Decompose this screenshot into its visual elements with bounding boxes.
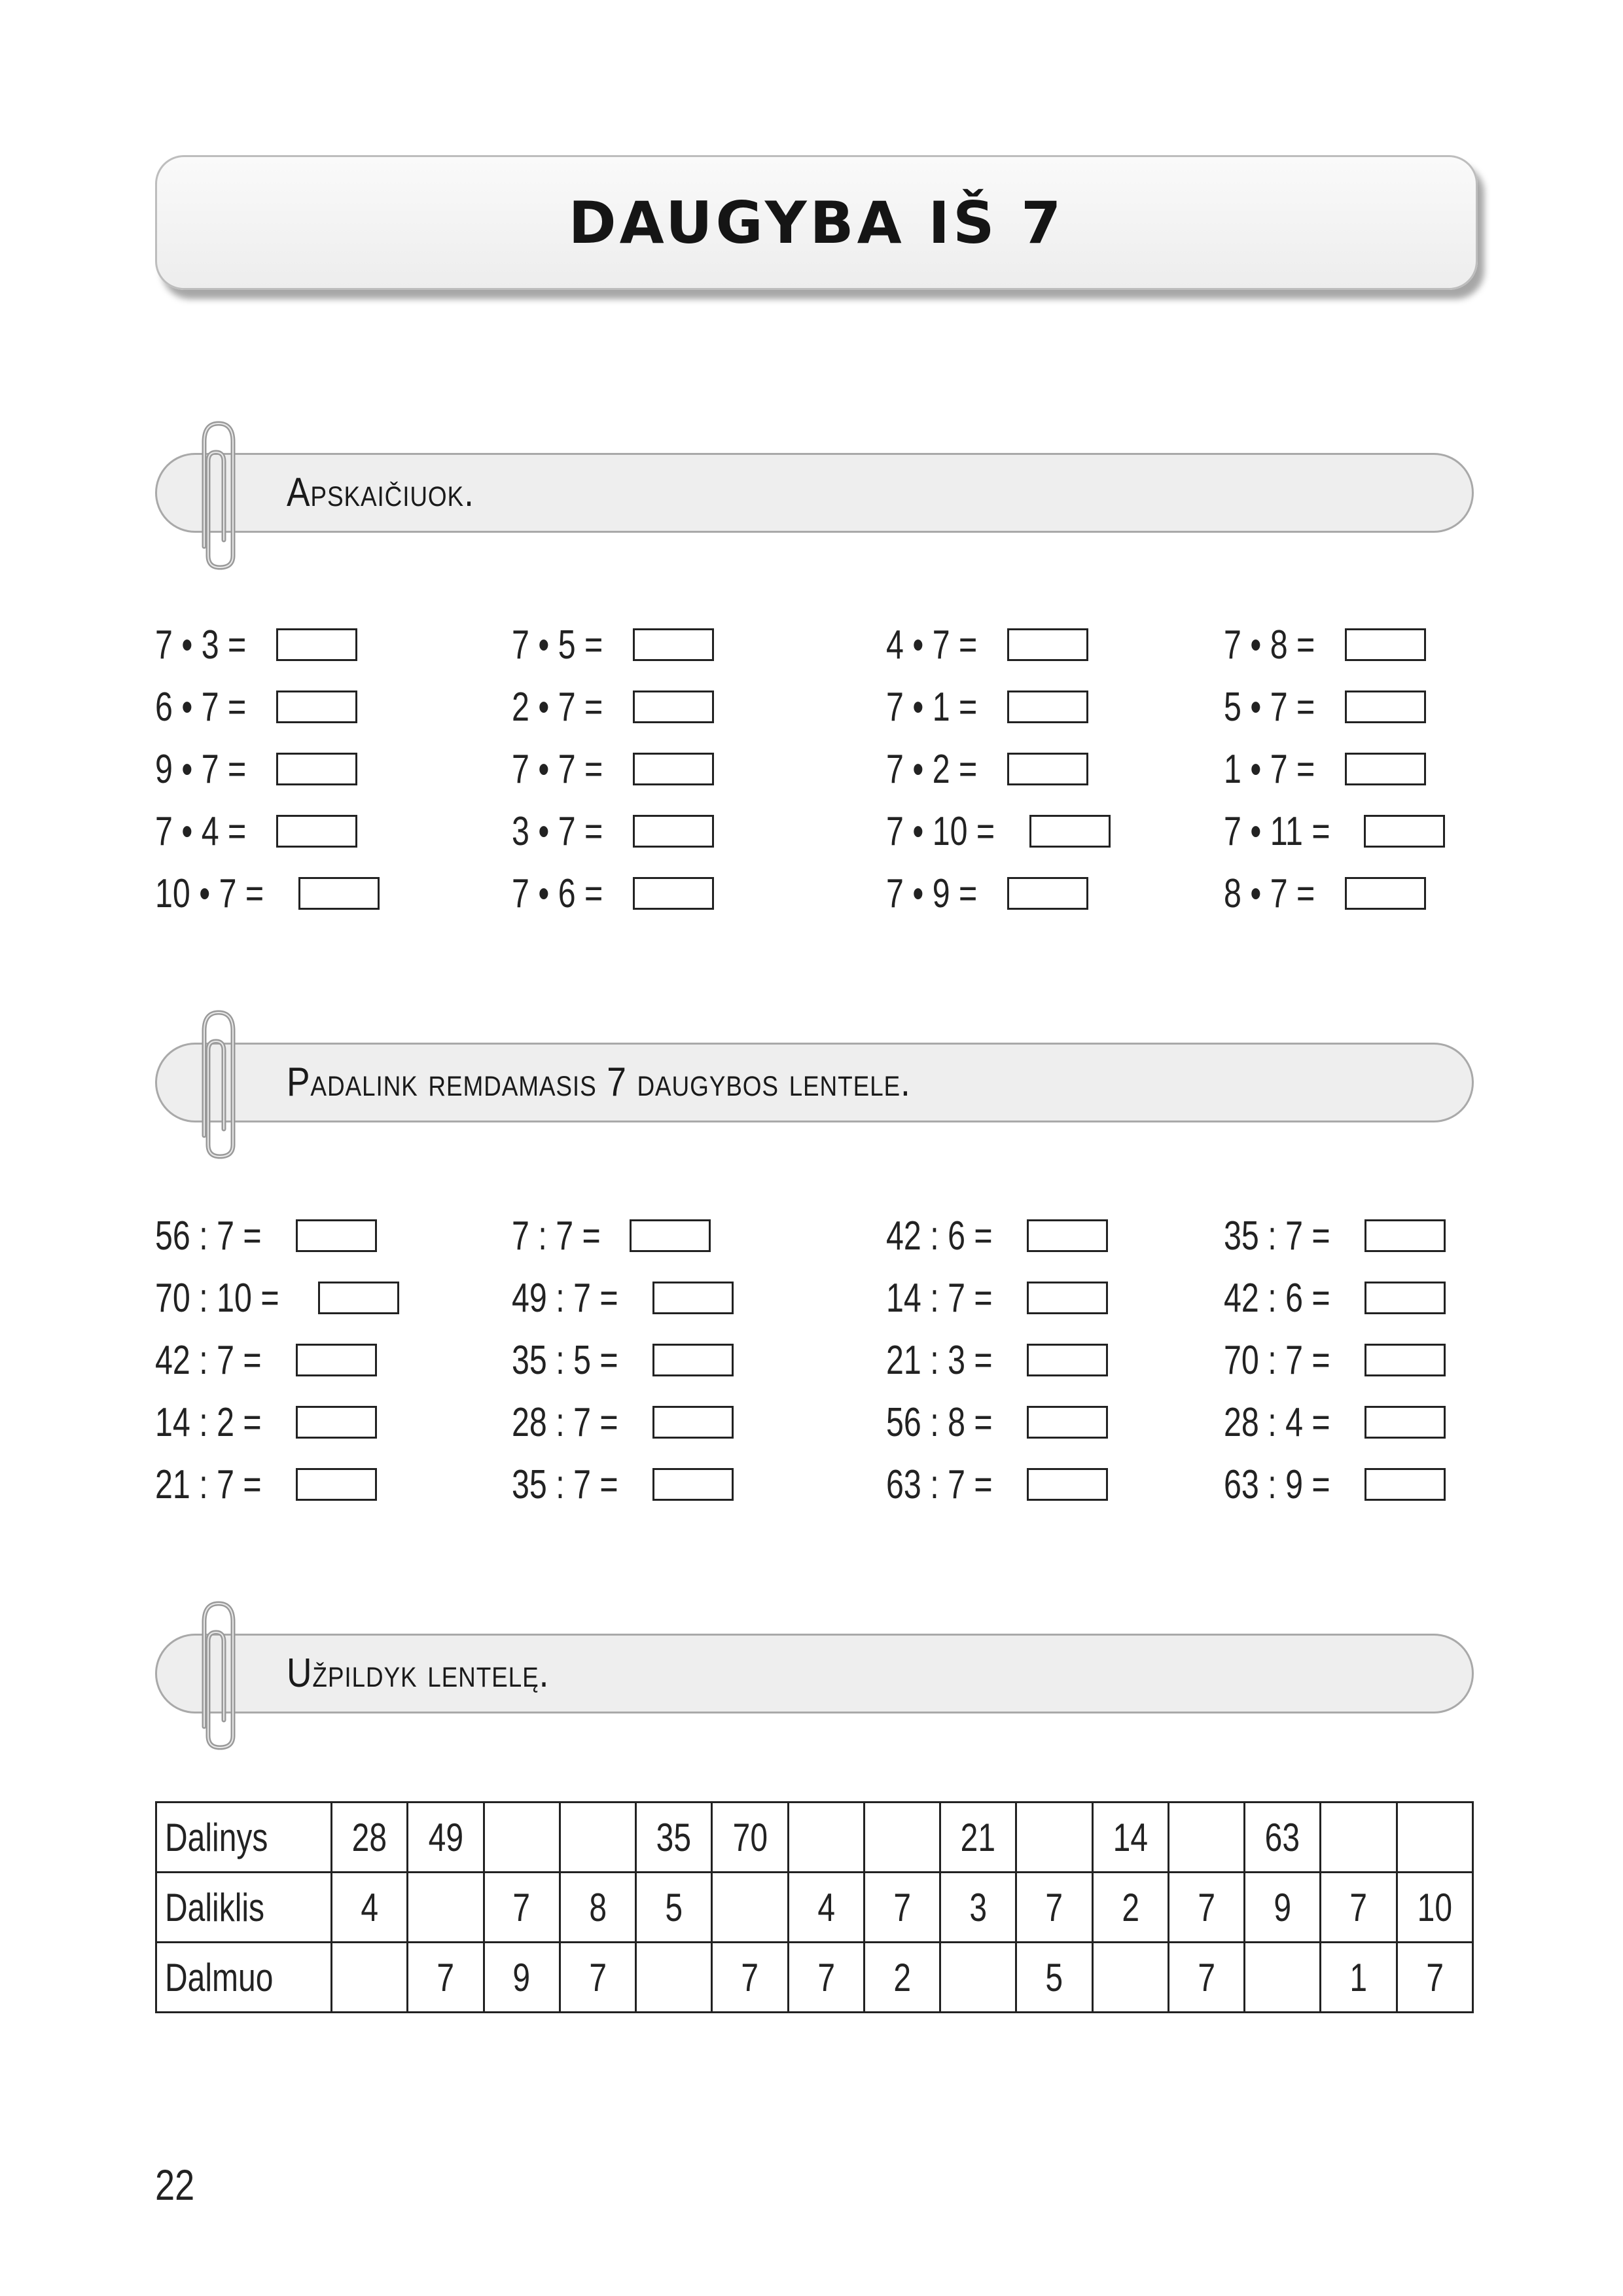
problem-expression: 63 : 9 = xyxy=(1224,1462,1330,1507)
problem-expression: 28 : 4 = xyxy=(1224,1399,1330,1445)
table-cell[interactable] xyxy=(940,1943,1016,2013)
table-cell xyxy=(1016,1943,1092,2013)
paperclip-icon xyxy=(195,416,241,573)
table-cell[interactable] xyxy=(1168,1803,1244,1873)
cell-value: 49 xyxy=(428,1815,463,1859)
problem-expression: 7 • 1 = xyxy=(886,684,978,730)
answer-box[interactable] xyxy=(296,1219,377,1252)
answer-box[interactable] xyxy=(276,628,357,661)
table-cell[interactable] xyxy=(864,1803,940,1873)
problem xyxy=(512,1458,734,1511)
table-cell xyxy=(1092,1873,1168,1943)
problem xyxy=(1224,1458,1446,1511)
table-cell xyxy=(560,1943,635,2013)
cell-value: 35 xyxy=(656,1815,692,1859)
problem-expression: 2 • 7 = xyxy=(512,684,603,730)
answer-box[interactable] xyxy=(630,1219,711,1252)
problem-expression: 14 : 7 = xyxy=(886,1275,993,1321)
table-cell[interactable] xyxy=(636,1943,712,2013)
cell-value: 7 xyxy=(1045,1885,1063,1929)
problem-expression: 6 • 7 = xyxy=(155,684,247,730)
problem-row xyxy=(155,619,1497,671)
section-label: Užpildyk lentelę. xyxy=(287,1651,550,1696)
table-cell xyxy=(712,1943,788,2013)
problem xyxy=(155,1458,377,1511)
row-header-label: Daliklis xyxy=(165,1885,265,1929)
table-cell xyxy=(940,1803,1016,1873)
problem-expression: 8 • 7 = xyxy=(1224,870,1315,916)
problem-row xyxy=(155,1334,1497,1386)
answer-box[interactable] xyxy=(652,1344,734,1376)
answer-box[interactable] xyxy=(1027,1219,1108,1252)
cell-value: 7 xyxy=(741,1955,759,2000)
cell-value: 7 xyxy=(1349,1885,1368,1929)
problem xyxy=(512,1272,734,1324)
problem xyxy=(886,1210,1108,1262)
problem-expression: 21 : 7 = xyxy=(155,1462,262,1507)
table-cell[interactable] xyxy=(408,1873,484,1943)
table-cell xyxy=(1245,1873,1321,1943)
paperclip-icon xyxy=(195,1005,241,1162)
cell-value: 7 xyxy=(893,1885,911,1929)
table-cell xyxy=(1168,1873,1244,1943)
cell-value: 5 xyxy=(665,1885,683,1929)
answer-box[interactable] xyxy=(1364,815,1445,848)
problem xyxy=(155,619,357,671)
answer-box[interactable] xyxy=(1007,691,1088,723)
problem-expression: 14 : 2 = xyxy=(155,1399,262,1445)
problem xyxy=(886,1458,1108,1511)
problem xyxy=(1224,681,1426,733)
problem xyxy=(1224,1272,1446,1324)
table-cell xyxy=(1321,1873,1397,1943)
problem-expression: 7 • 7 = xyxy=(512,746,603,792)
problem-expression: 42 : 7 = xyxy=(155,1337,262,1383)
answer-box[interactable] xyxy=(1027,1406,1108,1439)
problem-expression: 7 • 10 = xyxy=(886,808,995,854)
answer-box[interactable] xyxy=(633,753,714,785)
problem-expression: 4 • 7 = xyxy=(886,622,978,668)
problem-expression: 70 : 7 = xyxy=(1224,1337,1330,1383)
section-header-compute xyxy=(155,453,1474,533)
problem-expression: 3 • 7 = xyxy=(512,808,603,854)
section-label: Padalink remdamasis 7 daugybos lentele. xyxy=(287,1060,911,1105)
problem-expression: 7 • 2 = xyxy=(886,746,978,792)
row-header xyxy=(156,1873,332,1943)
problem xyxy=(886,619,1088,671)
problem xyxy=(155,1396,377,1448)
table-cell xyxy=(864,1943,940,2013)
problem-expression: 49 : 7 = xyxy=(512,1275,618,1321)
table-cell xyxy=(1321,1943,1397,2013)
problem xyxy=(155,867,380,920)
problem-expression: 28 : 7 = xyxy=(512,1399,618,1445)
row-header xyxy=(156,1803,332,1873)
problem xyxy=(155,743,357,795)
problem xyxy=(512,619,714,671)
cell-value: 7 xyxy=(589,1955,607,2000)
problem xyxy=(1224,867,1426,920)
problem-expression: 42 : 6 = xyxy=(886,1213,993,1259)
answer-box[interactable] xyxy=(1364,1344,1446,1376)
answer-box[interactable] xyxy=(276,691,357,723)
problem-expression: 9 • 7 = xyxy=(155,746,247,792)
answer-box[interactable] xyxy=(1007,628,1088,661)
problem xyxy=(155,805,357,857)
table-row xyxy=(156,1803,1473,1873)
answer-box[interactable] xyxy=(276,753,357,785)
title-banner xyxy=(155,155,1478,290)
problem xyxy=(512,805,714,857)
section-label: Apskaičiuok. xyxy=(287,470,474,515)
answer-box[interactable] xyxy=(633,815,714,848)
problem-row xyxy=(155,805,1497,857)
table-cell xyxy=(332,1803,408,1873)
problem xyxy=(1224,1334,1446,1386)
problem xyxy=(886,743,1088,795)
answer-box[interactable] xyxy=(1345,753,1426,785)
answer-box[interactable] xyxy=(1345,691,1426,723)
answer-box[interactable] xyxy=(296,1344,377,1376)
problem-expression: 35 : 7 = xyxy=(512,1462,618,1507)
page-title: DAUGYBA IŠ 7 xyxy=(568,188,1065,257)
answer-box[interactable] xyxy=(633,877,714,910)
table-cell xyxy=(1245,1803,1321,1873)
paperclip-icon xyxy=(195,1596,241,1753)
cell-value: 21 xyxy=(961,1815,996,1859)
problem-expression: 21 : 3 = xyxy=(886,1337,993,1383)
problem-row xyxy=(155,1458,1497,1511)
problem-expression: 7 • 6 = xyxy=(512,870,603,916)
table-cell[interactable] xyxy=(1397,1803,1472,1873)
table-cell[interactable] xyxy=(712,1873,788,1943)
problem xyxy=(512,743,714,795)
cell-value: 63 xyxy=(1265,1815,1300,1859)
cell-value: 4 xyxy=(817,1885,835,1929)
problem xyxy=(886,1396,1108,1448)
answer-box[interactable] xyxy=(1364,1406,1446,1439)
answer-box[interactable] xyxy=(1364,1219,1446,1252)
problem xyxy=(155,1272,399,1324)
cell-value: 7 xyxy=(817,1955,835,2000)
problem-expression: 10 • 7 = xyxy=(155,870,264,916)
problem-expression: 7 • 3 = xyxy=(155,622,247,668)
cell-value: 10 xyxy=(1417,1885,1453,1929)
answer-box[interactable] xyxy=(298,877,380,910)
table-cell[interactable] xyxy=(332,1943,408,2013)
table-cell xyxy=(1397,1943,1472,2013)
cell-value: 7 xyxy=(437,1955,455,2000)
table-cell xyxy=(788,1873,864,1943)
answer-box[interactable] xyxy=(1029,815,1111,848)
cell-value: 14 xyxy=(1113,1815,1148,1859)
problem xyxy=(886,805,1111,857)
table-cell xyxy=(408,1803,484,1873)
answer-box[interactable] xyxy=(296,1468,377,1501)
cell-value: 3 xyxy=(969,1885,988,1929)
answer-box[interactable] xyxy=(1027,1468,1108,1501)
problem xyxy=(886,1272,1108,1324)
cell-value: 5 xyxy=(1045,1955,1063,2000)
problem-expression: 70 : 10 = xyxy=(155,1275,279,1321)
table-row xyxy=(156,1943,1473,2013)
problem-expression: 7 • 4 = xyxy=(155,808,247,854)
table-cell[interactable] xyxy=(1321,1803,1397,1873)
table-cell xyxy=(408,1943,484,2013)
problem-expression: 7 • 5 = xyxy=(512,622,603,668)
problem-row xyxy=(155,1396,1497,1448)
table-cell xyxy=(484,1873,560,1943)
cell-value: 2 xyxy=(893,1955,911,2000)
answer-box[interactable] xyxy=(1345,628,1426,661)
row-header xyxy=(156,1943,332,2013)
cell-value: 2 xyxy=(1121,1885,1139,1929)
cell-value: 9 xyxy=(1274,1885,1292,1929)
table-cell[interactable] xyxy=(788,1803,864,1873)
table-cell[interactable] xyxy=(1092,1943,1168,2013)
table-cell[interactable] xyxy=(484,1803,560,1873)
division-table xyxy=(155,1801,1474,2013)
problem-expression: 63 : 7 = xyxy=(886,1462,993,1507)
problem xyxy=(886,1334,1108,1386)
problem-expression: 35 : 7 = xyxy=(1224,1213,1330,1259)
cell-value: 7 xyxy=(1198,1885,1215,1929)
problem-expression: 7 • 8 = xyxy=(1224,622,1315,668)
table-cell xyxy=(1168,1943,1244,2013)
row-header-label: Dalinys xyxy=(165,1815,268,1859)
cell-value: 4 xyxy=(361,1885,378,1929)
answer-box[interactable] xyxy=(1027,1282,1108,1314)
table-cell xyxy=(864,1873,940,1943)
table-cell xyxy=(1016,1873,1092,1943)
problem-expression: 7 • 9 = xyxy=(886,870,978,916)
answer-box[interactable] xyxy=(1364,1282,1446,1314)
problem xyxy=(512,681,714,733)
answer-box[interactable] xyxy=(1364,1468,1446,1501)
problem-row xyxy=(155,743,1497,795)
table-cell xyxy=(788,1943,864,2013)
table-cell xyxy=(560,1873,635,1943)
cell-value: 8 xyxy=(589,1885,607,1929)
problem xyxy=(512,1210,711,1262)
problem xyxy=(512,1396,734,1448)
problem xyxy=(886,681,1088,733)
problem xyxy=(1224,619,1426,671)
answer-box[interactable] xyxy=(276,815,357,848)
problem xyxy=(1224,1210,1446,1262)
table-cell xyxy=(332,1873,408,1943)
table-row xyxy=(156,1873,1473,1943)
problem xyxy=(886,867,1088,920)
problem-expression: 7 : 7 = xyxy=(512,1213,601,1259)
problem-expression: 35 : 5 = xyxy=(512,1337,618,1383)
cell-value: 7 xyxy=(1198,1955,1215,2000)
table-cell[interactable] xyxy=(1245,1943,1321,2013)
cell-value: 7 xyxy=(512,1885,531,1929)
problem xyxy=(1224,743,1426,795)
problem-expression: 5 • 7 = xyxy=(1224,684,1315,730)
problem-row xyxy=(155,1210,1497,1262)
cell-value: 70 xyxy=(732,1815,768,1859)
row-header-label: Dalmuo xyxy=(165,1955,274,2000)
answer-box[interactable] xyxy=(1007,753,1088,785)
table-cell[interactable] xyxy=(1016,1803,1092,1873)
table-cell xyxy=(636,1803,712,1873)
cell-value: 7 xyxy=(1426,1955,1444,2000)
page-number: 22 xyxy=(155,2161,195,2209)
answer-box[interactable] xyxy=(652,1468,734,1501)
problem xyxy=(155,1334,377,1386)
problem-row xyxy=(155,1272,1497,1324)
problem xyxy=(512,867,714,920)
problem xyxy=(1224,1396,1446,1448)
answer-box[interactable] xyxy=(1007,877,1088,910)
answer-box[interactable] xyxy=(296,1406,377,1439)
answer-box[interactable] xyxy=(652,1282,734,1314)
cell-value: 1 xyxy=(1349,1955,1368,2000)
problem-expression: 1 • 7 = xyxy=(1224,746,1315,792)
table-cell xyxy=(1397,1873,1472,1943)
problem xyxy=(155,1210,377,1262)
table-cell xyxy=(940,1873,1016,1943)
table-cell xyxy=(1092,1803,1168,1873)
section-header-fill-table xyxy=(155,1634,1474,1713)
problem-expression: 56 : 7 = xyxy=(155,1213,262,1259)
problem-row xyxy=(155,681,1497,733)
section-header-divide xyxy=(155,1043,1474,1122)
answer-box[interactable] xyxy=(318,1282,399,1314)
table-cell xyxy=(636,1873,712,1943)
problem-expression: 42 : 6 = xyxy=(1224,1275,1330,1321)
table-cell[interactable] xyxy=(560,1803,635,1873)
cell-value: 28 xyxy=(351,1815,387,1859)
problem-row xyxy=(155,867,1497,920)
answer-box[interactable] xyxy=(652,1406,734,1439)
problem xyxy=(1224,805,1445,857)
answer-box[interactable] xyxy=(633,691,714,723)
answer-box[interactable] xyxy=(633,628,714,661)
problem-expression: 7 • 11 = xyxy=(1224,808,1330,854)
problem-expression: 56 : 8 = xyxy=(886,1399,993,1445)
problem xyxy=(155,681,357,733)
answer-box[interactable] xyxy=(1027,1344,1108,1376)
table-cell xyxy=(484,1943,560,2013)
table-cell xyxy=(712,1803,788,1873)
answer-box[interactable] xyxy=(1345,877,1426,910)
cell-value: 9 xyxy=(512,1955,531,2000)
problem xyxy=(512,1334,734,1386)
